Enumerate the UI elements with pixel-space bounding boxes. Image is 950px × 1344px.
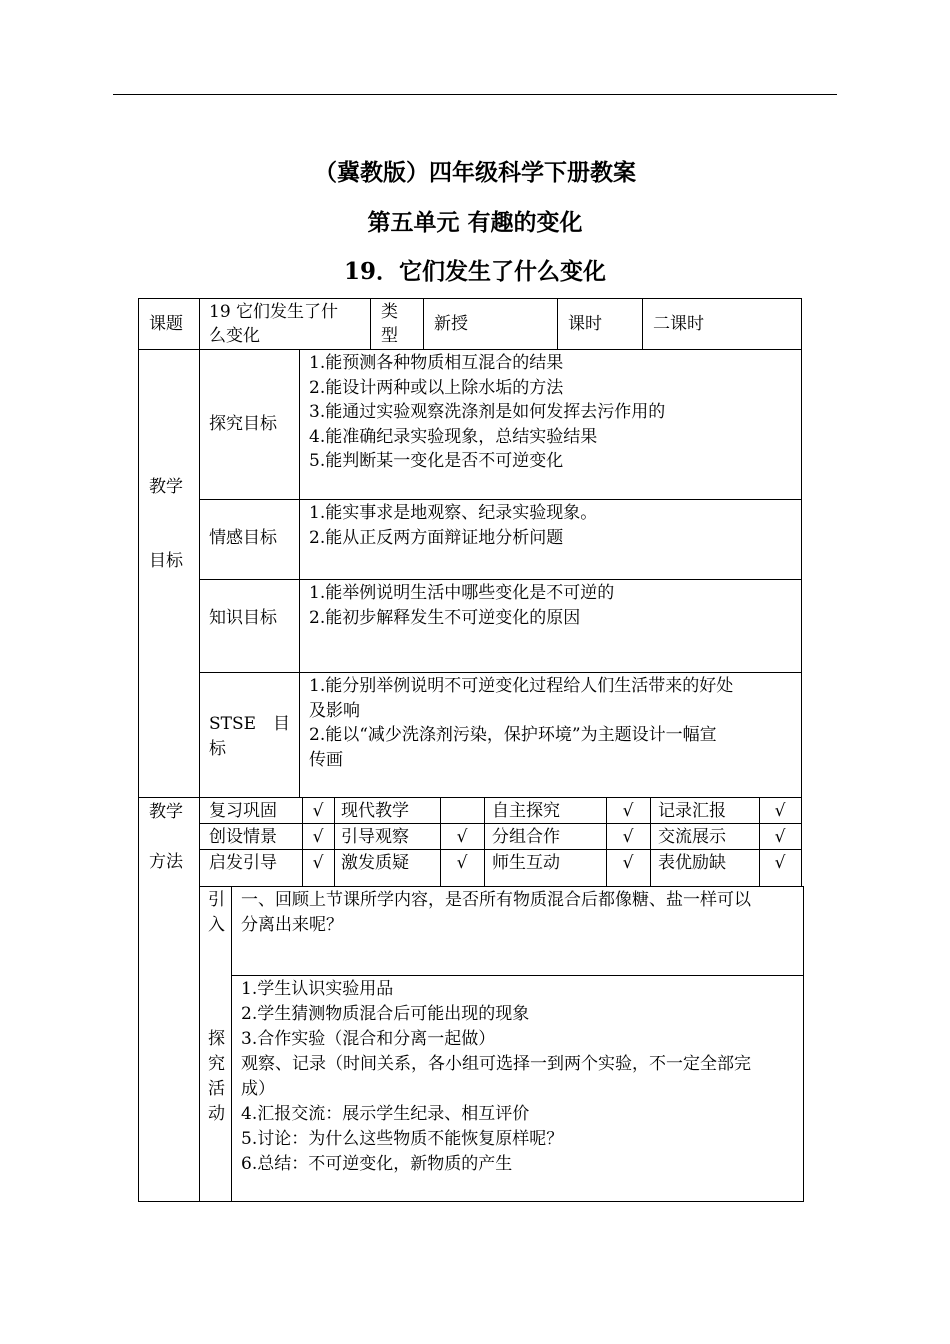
- table-rule: [231, 886, 232, 1202]
- activity-line: 1.学生认识实验用品: [241, 979, 394, 999]
- table-rule: [199, 886, 804, 887]
- table-border-top: [138, 298, 802, 299]
- knowledge-goal-label: 知识目标: [209, 608, 277, 628]
- stse-goal-item: 1.能分别举例说明不可逆变化过程给人们生活带来的好处: [309, 676, 734, 696]
- inquiry-goal-item: 1.能预测各种物质相互混合的结果: [309, 353, 564, 373]
- table-border-bottom: [138, 1201, 804, 1202]
- table-rule: [370, 298, 371, 350]
- table-rule: [557, 298, 558, 350]
- activity-label: 究: [208, 1054, 225, 1074]
- activity-line: 6.总结：不可逆变化，新物质的产生: [241, 1154, 513, 1174]
- type-value: 新授: [434, 314, 468, 334]
- method-name: 交流展示: [658, 827, 726, 847]
- topic-label: 课题: [149, 314, 183, 334]
- table-rule: [199, 298, 200, 1202]
- method-name: 激发质疑: [341, 853, 409, 873]
- method-name: 引导观察: [341, 827, 409, 847]
- table-rule: [199, 499, 802, 500]
- intro-label: 入: [208, 915, 225, 935]
- table-rule: [299, 349, 300, 798]
- method-check: √: [312, 853, 324, 873]
- activity-line: 观察、记录（时间关系，各小组可选择一到两个实验，不一定全部完: [241, 1054, 751, 1074]
- stse-goal-label: STSE 目: [209, 714, 291, 734]
- lesson-title: 19．它们发生了什么变化: [343, 258, 606, 285]
- activity-line: 2.学生猜测物质混合后可能出现的现象: [241, 1004, 530, 1024]
- unit-title: 第五单元 有趣的变化: [367, 209, 583, 236]
- inquiry-goal-item: 3.能通过实验观察洗涤剂是如何发挥去污作用的: [309, 402, 666, 422]
- method-name: 创设情景: [209, 827, 277, 847]
- method-name: 记录汇报: [658, 801, 726, 821]
- method-check: √: [774, 853, 786, 873]
- method-check: √: [622, 853, 634, 873]
- table-border-left: [138, 298, 139, 1202]
- activity-label: 活: [208, 1079, 225, 1099]
- method-check: √: [312, 827, 324, 847]
- method-check: √: [774, 801, 786, 821]
- inquiry-goal-label: 探究目标: [209, 414, 277, 434]
- activity-label: 动: [208, 1104, 225, 1124]
- stse-goal-item: 传画: [309, 749, 343, 770]
- method-check: √: [622, 801, 634, 821]
- table-rule: [650, 797, 651, 886]
- method-name: 分组合作: [492, 827, 560, 847]
- table-rule: [231, 975, 804, 976]
- intro-text: 分离出来呢？: [241, 915, 343, 935]
- methods-section-label: 教学: [149, 802, 183, 822]
- activity-line: 5.讨论：为什么这些物质不能恢复原样呢？: [241, 1129, 564, 1149]
- activity-line: 3.合作实验（混合和分离一起做）: [241, 1029, 496, 1049]
- emotion-goal-label: 情感目标: [209, 528, 277, 548]
- period-value: 二课时: [653, 314, 704, 334]
- doc-title: （冀教版）四年级科学下册教案: [314, 159, 636, 186]
- method-name: 自主探究: [492, 801, 560, 821]
- period-label: 课时: [568, 314, 602, 334]
- methods-section-label: 方法: [149, 852, 183, 872]
- inquiry-goal-item: 4.能准确纪录实验现象，总结实验结果: [309, 426, 598, 447]
- stse-goal-item: 及影响: [309, 700, 360, 721]
- method-name: 复习巩固: [209, 801, 277, 821]
- table-rule: [199, 579, 802, 580]
- table-border-right: [803, 886, 804, 1202]
- intro-text: 一、回顾上节课所学内容，是否所有物质混合后都像糖、盐一样可以: [241, 890, 751, 910]
- topic-value-line2: 么变化: [209, 326, 260, 346]
- activity-line: 成）: [241, 1079, 275, 1099]
- method-name: 表优励缺: [658, 853, 726, 873]
- topic-value-line1: 19 它们发生了什: [209, 302, 339, 322]
- table-rule: [334, 797, 335, 886]
- intro-label: 引: [208, 890, 225, 910]
- stse-goal-item: 2.能以“减少洗涤剂污染，保护环境”为主题设计一幅宣: [309, 725, 717, 745]
- method-check: √: [456, 827, 468, 847]
- emotion-goal-item: 2.能从正反两方面辩证地分析问题: [309, 527, 564, 548]
- method-name: 现代教学: [341, 801, 409, 821]
- method-check: √: [774, 827, 786, 847]
- header-rule: [113, 94, 837, 95]
- type-label-line2: 型: [381, 326, 398, 346]
- table-rule: [642, 298, 643, 350]
- table-rule: [138, 797, 802, 798]
- activity-label: 探: [208, 1029, 225, 1049]
- type-label-line1: 类: [381, 302, 398, 322]
- table-rule: [138, 349, 802, 350]
- emotion-goal-item: 1.能实事求是地观察、纪录实验现象。: [309, 503, 598, 523]
- table-rule: [484, 797, 485, 886]
- table-rule: [423, 298, 424, 350]
- goals-section-label: 教学: [149, 477, 183, 497]
- table-rule: [199, 672, 802, 673]
- goals-section-label: 目标: [149, 551, 183, 571]
- method-name: 师生互动: [492, 853, 560, 873]
- method-check: √: [312, 801, 324, 821]
- inquiry-goal-item: 2.能设计两种或以上除水垢的方法: [309, 377, 564, 398]
- stse-goal-label: 标: [209, 739, 226, 759]
- inquiry-goal-item: 5.能判断某一变化是否不可逆变化: [309, 451, 564, 471]
- method-check: √: [456, 853, 468, 873]
- method-name: 启发引导: [209, 853, 277, 873]
- knowledge-goal-item: 2.能初步解释发生不可逆变化的原因: [309, 607, 581, 628]
- method-check: √: [622, 827, 634, 847]
- table-border-right: [801, 298, 802, 886]
- knowledge-goal-item: 1.能举例说明生活中哪些变化是不可逆的: [309, 583, 615, 603]
- activity-line: 4.汇报交流：展示学生纪录、相互评价: [241, 1104, 530, 1124]
